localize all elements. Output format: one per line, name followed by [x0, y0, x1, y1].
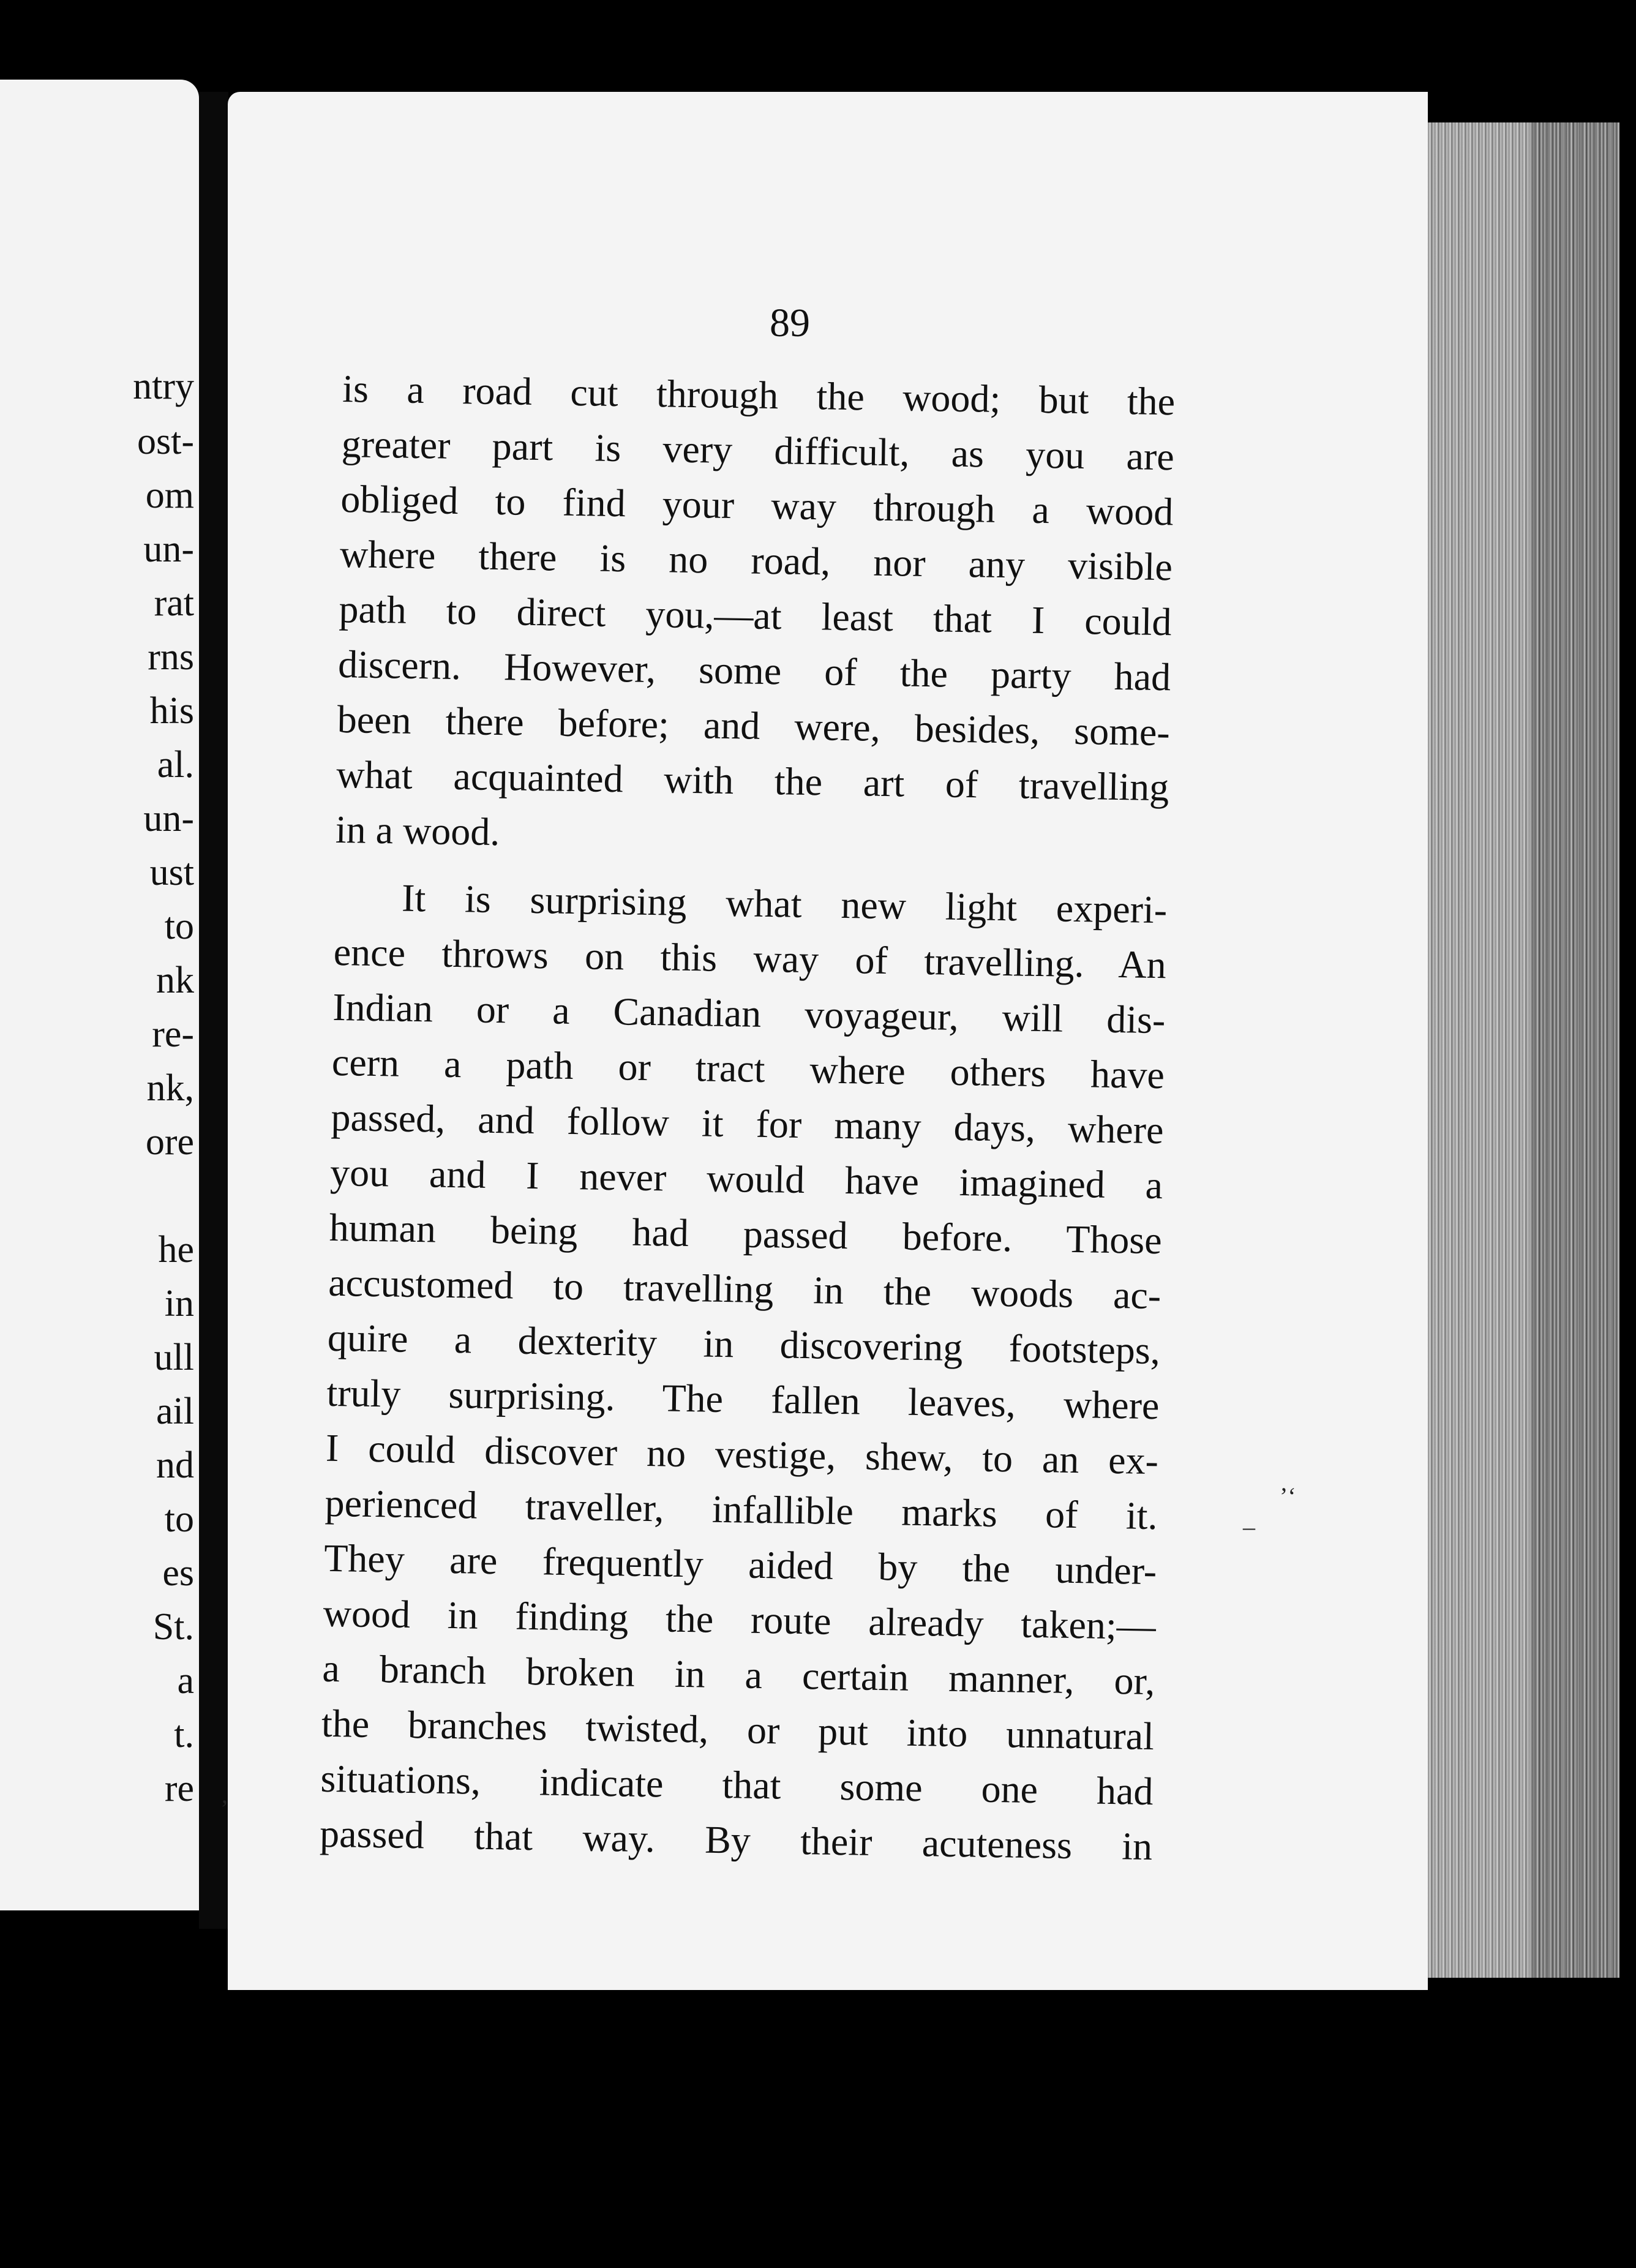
- left-page-fragment: un-: [143, 528, 194, 570]
- left-page-fragment: St.: [152, 1606, 194, 1648]
- left-page-fragment: nd: [156, 1444, 194, 1486]
- left-page-fragment: ust: [149, 852, 194, 893]
- left-page-fragment: a: [177, 1660, 194, 1702]
- left-page-fragment: ntry: [133, 366, 194, 407]
- text-line: the branches twisted, or put into unnatural: [321, 1701, 1155, 1759]
- text-line: Indian or a Canadian voyageur, will dis-: [332, 985, 1166, 1042]
- text-line: ence throws on this way of travelling. An: [333, 929, 1167, 987]
- text-line: what acquainted with the art of travelling: [336, 752, 1169, 809]
- text-line: perienced traveller, infallible marks of it.: [325, 1481, 1158, 1538]
- stray-ink-mark: ’: [220, 1795, 229, 1822]
- left-page-fragment: rns: [148, 636, 194, 678]
- text-line: truly surprising. The fallen leaves, where: [326, 1370, 1160, 1428]
- text-line: I could discover no vestige, shew, to an ex-: [325, 1425, 1159, 1483]
- text-line: in a wood.: [335, 807, 500, 854]
- book-gutter: [199, 92, 228, 1929]
- page-edges-shade: [1531, 122, 1619, 1978]
- left-page-fragment: to: [164, 906, 194, 947]
- left-page-fragment: ull: [154, 1337, 194, 1378]
- text-line: quire a dexterity in discovering footsteps,: [327, 1315, 1161, 1373]
- text-line: cern a path or tract where others have: [331, 1040, 1165, 1097]
- text-line: accustomed to travelling in the woods ac-: [328, 1260, 1161, 1318]
- left-page-fragment: re: [164, 1768, 194, 1809]
- stray-ink-mark: –: [1243, 1513, 1255, 1541]
- left-page-fragment: es: [162, 1552, 194, 1594]
- text-line: They are frequently aided by the under-: [323, 1536, 1157, 1593]
- text-line: wood in finding the route already taken;—: [323, 1591, 1157, 1648]
- text-line: been there before; and were, besides, some-: [337, 697, 1171, 754]
- left-page-fragment: to: [164, 1498, 194, 1540]
- left-page-fragment: ore: [145, 1121, 194, 1163]
- text-line: passed, and follow it for many days, where: [331, 1095, 1164, 1152]
- text-line: human being had passed before. Those: [329, 1205, 1163, 1263]
- left-page-fragment: al.: [157, 744, 194, 786]
- left-page-fragment: re-: [152, 1013, 194, 1055]
- text-line: is a road cut through the wood; but the: [342, 366, 1176, 424]
- text-line: where there is no road, nor any visible: [339, 531, 1173, 589]
- left-facing-page: [0, 80, 199, 1910]
- left-page-fragment: nk: [156, 959, 194, 1001]
- left-page-fragment: he: [158, 1229, 194, 1271]
- text-line: path to direct you,—at least that I could: [339, 587, 1173, 644]
- text-line: a branch broken in a certain manner, or,: [321, 1646, 1155, 1703]
- left-page-fragment: in: [164, 1283, 194, 1324]
- text-line: discern. However, some of the party had: [337, 642, 1171, 699]
- text-line: situations, indicate that some one had: [320, 1756, 1154, 1814]
- left-page-fragment: his: [149, 690, 194, 732]
- left-page-fragment: ost-: [137, 421, 194, 462]
- text-line: greater part is very difficult, as you are: [341, 421, 1175, 479]
- left-page-fragment: t.: [174, 1714, 194, 1755]
- stray-ink-mark: ’‘: [1280, 1482, 1296, 1510]
- left-page-fragment: om: [145, 475, 194, 516]
- page-number: 89: [770, 301, 810, 345]
- left-page-fragment: ail: [156, 1391, 194, 1432]
- left-page-fragment: nk,: [146, 1067, 194, 1109]
- text-line: It is surprising what new light experi-: [401, 876, 1168, 932]
- text-line: passed that way. By their acuteness in: [319, 1811, 1153, 1869]
- text-line: obliged to find your way through a wood: [340, 476, 1174, 534]
- left-page-fragment: un-: [143, 798, 194, 839]
- left-page-fragment: rat: [154, 582, 194, 624]
- text-line: you and I never would have imagined a: [329, 1150, 1163, 1207]
